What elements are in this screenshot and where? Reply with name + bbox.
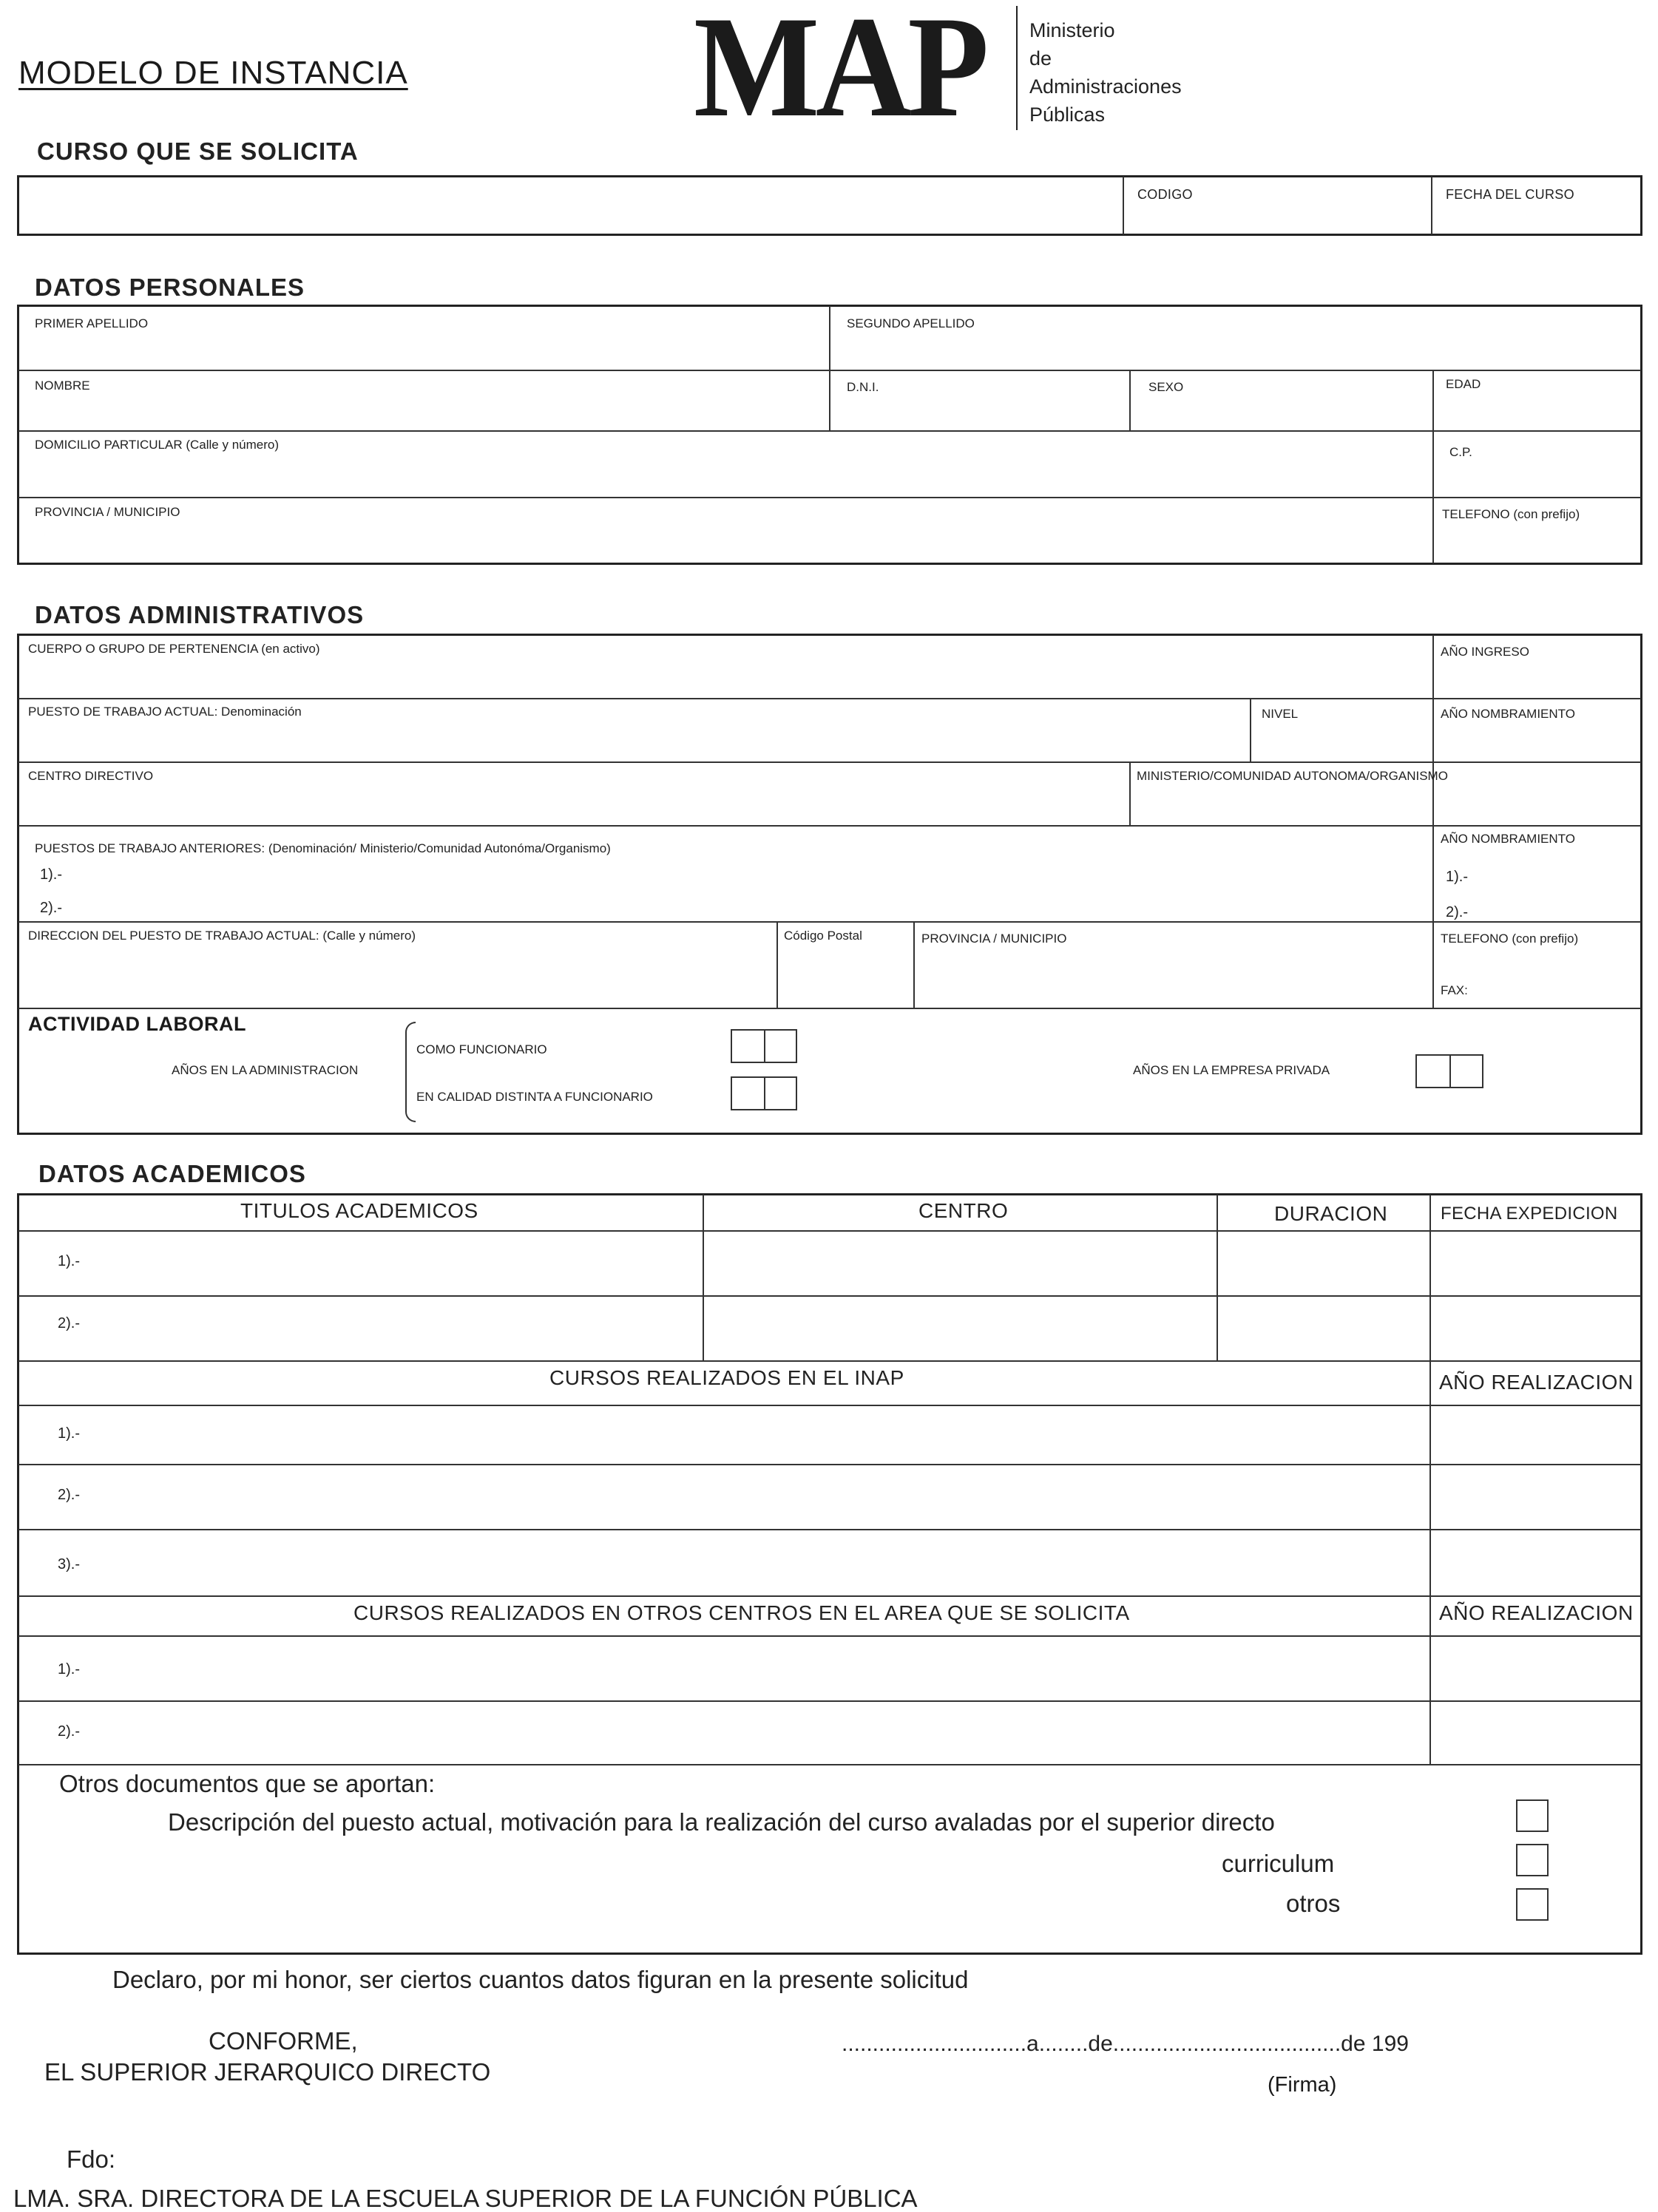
cp-label: C.P. bbox=[1449, 445, 1472, 459]
inap-1: 1).- bbox=[58, 1425, 80, 1442]
otros-anio-header: AÑO REALIZACION bbox=[1439, 1601, 1634, 1624]
como-funcionario-label: COMO FUNCIONARIO bbox=[416, 1042, 547, 1056]
anios-privada-boxes[interactable] bbox=[1415, 1054, 1483, 1088]
puesto-ant-1: 1).- bbox=[40, 866, 62, 883]
inap-anio-header: AÑO REALIZACION bbox=[1439, 1371, 1634, 1394]
anio-nombramiento-label: AÑO NOMBRAMIENTO bbox=[1441, 707, 1575, 721]
ministerio-label: MINISTERIO/COMUNIDAD AUTONOMA/ORGANISMO bbox=[1137, 769, 1448, 783]
brace bbox=[405, 1022, 416, 1122]
puesto-ant-2: 2).- bbox=[40, 900, 62, 916]
nombre-label: NOMBRE bbox=[35, 379, 90, 393]
sexo-label: SEXO bbox=[1148, 380, 1184, 394]
inap-2: 2).- bbox=[58, 1487, 80, 1503]
actividad-laboral-heading: ACTIVIDAD LABORAL bbox=[28, 1013, 246, 1035]
puestos-anteriores-label: PUESTOS DE TRABAJO ANTERIORES: (Denominación/ Ministerio/Comunidad Autonóma/Organismo) bbox=[35, 841, 611, 855]
declaracion: Declaro, por mi honor, ser ciertos cuantos datos figuran en la presente solicitud bbox=[112, 1966, 969, 1993]
provincia-label: PROVINCIA / MUNICIPIO bbox=[35, 505, 180, 519]
otros-docs-label: Otros documentos que se aportan: bbox=[59, 1770, 436, 1797]
cuerpo-label: CUERPO O GRUPO DE PERTENENCIA (en activo) bbox=[28, 642, 320, 656]
inap-header: CURSOS REALIZADOS EN EL INAP bbox=[549, 1366, 904, 1389]
fecha-curso-label: FECHA DEL CURSO bbox=[1446, 187, 1574, 202]
superior-label: EL SUPERIOR JERARQUICO DIRECTO bbox=[44, 2058, 491, 2086]
otros-label: otros bbox=[1286, 1890, 1341, 1917]
edad-label: EDAD bbox=[1446, 377, 1481, 391]
direccion-label: DIRECCION DEL PUESTO DE TRABAJO ACTUAL: (Calle y número) bbox=[28, 929, 416, 943]
logo-divider bbox=[1016, 6, 1018, 130]
centro-directivo-label: CENTRO DIRECTIVO bbox=[28, 769, 154, 783]
nivel-label: NIVEL bbox=[1262, 707, 1299, 721]
telefono-label: TELEFONO (con prefijo) bbox=[1442, 507, 1580, 521]
academicos-heading: DATOS ACADEMICOS bbox=[38, 1160, 306, 1187]
otros-checkbox[interactable] bbox=[1516, 1888, 1549, 1921]
anio-ant-1: 1).- bbox=[1446, 869, 1468, 885]
conforme-label: CONFORME, bbox=[209, 2027, 358, 2055]
form-title: MODELO DE INSTANCIA bbox=[18, 55, 408, 91]
administrativos-heading: DATOS ADMINISTRATIVOS bbox=[35, 601, 365, 628]
inap-3: 3).- bbox=[58, 1556, 80, 1573]
curriculum-checkbox[interactable] bbox=[1516, 1844, 1549, 1876]
curriculum-label: curriculum bbox=[1222, 1850, 1335, 1877]
codigo-postal-label: Código Postal bbox=[784, 929, 862, 943]
otros-centros-header: CURSOS REALIZADOS EN OTROS CENTROS EN EL AREA QUE SE SOLICITA bbox=[353, 1601, 1130, 1624]
centro-header: CENTRO bbox=[918, 1199, 1009, 1222]
duracion-header: DURACION bbox=[1274, 1202, 1388, 1225]
primer-apellido-label: PRIMER APELLIDO bbox=[35, 316, 149, 330]
personales-heading: DATOS PERSONALES bbox=[35, 274, 305, 301]
codigo-label: CODIGO bbox=[1137, 187, 1193, 202]
segundo-apellido-label: SEGUNDO APELLIDO bbox=[847, 316, 975, 330]
curso-heading: CURSO QUE SE SOLICITA bbox=[37, 138, 359, 165]
academicos-box bbox=[17, 1193, 1642, 1955]
descripcion-checkbox[interactable] bbox=[1516, 1799, 1549, 1832]
anio-ant-2: 2).- bbox=[1446, 904, 1468, 920]
anio-nombramiento2-label: AÑO NOMBRAMIENTO bbox=[1441, 832, 1575, 846]
fax-label: FAX: bbox=[1441, 983, 1468, 997]
calidad-distinta-label: EN CALIDAD DISTINTA A FUNCIONARIO bbox=[416, 1090, 653, 1104]
domicilio-label: DOMICILIO PARTICULAR (Calle y número) bbox=[35, 438, 279, 452]
fecha-expedicion-header: FECHA EXPEDICION bbox=[1441, 1204, 1618, 1224]
titulos-header: TITULOS ACADEMICOS bbox=[240, 1199, 478, 1222]
otros-1: 1).- bbox=[58, 1661, 80, 1677]
curso-field[interactable] bbox=[20, 178, 1121, 233]
provincia-municipio-label: PROVINCIA / MUNICIPIO bbox=[921, 932, 1067, 946]
telefono-trabajo-label: TELEFONO (con prefijo) bbox=[1441, 932, 1579, 946]
titulo-2: 2).- bbox=[58, 1315, 80, 1331]
dni-label: D.N.I. bbox=[847, 380, 879, 394]
ministry-name: Ministerio de Administraciones Públicas bbox=[1029, 19, 1182, 126]
descripcion-label: Descripción del puesto actual, motivación para la realización del curso avaladas por el superior directo bbox=[168, 1808, 1275, 1836]
anios-no-funcionario-boxes[interactable] bbox=[731, 1076, 797, 1110]
anios-privada-label: AÑOS EN LA EMPRESA PRIVADA bbox=[1133, 1063, 1330, 1077]
anios-funcionario-boxes[interactable] bbox=[731, 1029, 797, 1063]
puesto-label: PUESTO DE TRABAJO ACTUAL: Denominación bbox=[28, 705, 302, 719]
titulo-1: 1).- bbox=[58, 1253, 80, 1269]
otros-2: 2).- bbox=[58, 1723, 80, 1740]
fecha-linea[interactable]: ..............................a........de.....................................de 199 bbox=[842, 2032, 1409, 2056]
fdo-label: Fdo: bbox=[67, 2145, 116, 2173]
firma-label: (Firma) bbox=[1268, 2073, 1337, 2097]
anios-admin-label: AÑOS EN LA ADMINISTRACION bbox=[172, 1063, 359, 1077]
destinatario: LMA. SRA. DIRECTORA DE LA ESCUELA SUPERIOR DE LA FUNCIÓN PÚBLICA bbox=[13, 2185, 918, 2212]
anio-ingreso-label: AÑO INGRESO bbox=[1441, 645, 1529, 659]
map-logo: MAP bbox=[694, 0, 986, 147]
